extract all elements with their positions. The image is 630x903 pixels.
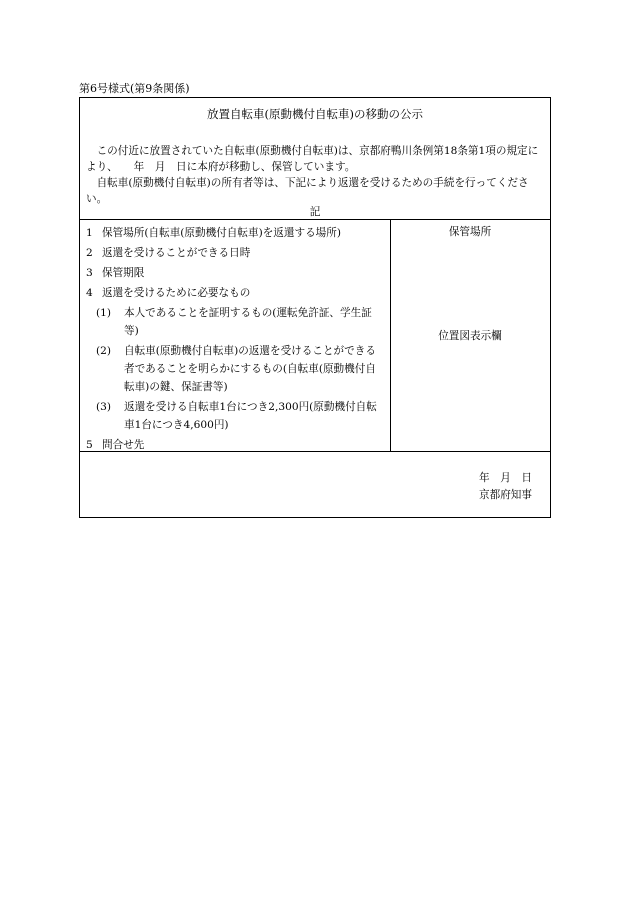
storage-location-label: 保管場所 [448, 226, 492, 238]
divider-top [80, 219, 550, 220]
item-text: 問合せ先 [102, 439, 145, 451]
issuer-name: 京都府知事 [479, 489, 532, 501]
list-item [86, 436, 384, 454]
ki-heading: 記 [309, 206, 321, 218]
notice-paragraph-2: 自転車(原動機付自転車)の所有者等は、下記により返還を受けるための手続を行ってください。 [86, 177, 529, 205]
list-item [86, 224, 384, 242]
item-text: 返還を受けることができる日時 [102, 247, 251, 259]
item-number: 3 [86, 267, 93, 279]
notice-title: 放置自転車(原動機付自転車)の移動の公示 [207, 107, 423, 121]
sub-item [86, 398, 384, 434]
item-number: 1 [86, 227, 93, 239]
notice-paragraph-1: この付近に放置されていた自転車(原動機付自転車)は、京都府鴨川条例第18条第1項の規定により、 年 月 日に本府が移動し、保管しています。 [86, 145, 539, 173]
item-text: 保管場所(自転車(原動機付自転車)を返還する場所) [102, 227, 341, 239]
items-list [86, 224, 384, 456]
sub-item [86, 342, 384, 396]
location-map-field: 位置図表示欄 [438, 330, 502, 342]
item-text: 保管期限 [102, 267, 145, 279]
sub-item [86, 304, 384, 340]
list-item [86, 284, 384, 302]
form-number-label: 第6号様式(第9条関係) [79, 82, 190, 95]
item-text: 返還を受けるために必要なもの [102, 287, 251, 299]
sub-item-text: 返還を受ける自転車1台につき2,300円(原動機付自転車1台につき4,600円) [124, 401, 377, 431]
date-line: 年 月 日 [479, 472, 532, 484]
item-number: 2 [86, 247, 93, 259]
sub-item-text: 本人であることを証明するもの(運転免許証、学生証等) [124, 307, 372, 337]
notice-body [86, 143, 546, 207]
item-number: 5 [86, 439, 93, 451]
item-number: 4 [86, 287, 93, 299]
sub-item-number: (3) [96, 401, 112, 413]
list-item [86, 264, 384, 282]
sub-item-text: 自転車(原動機付自転車)の返還を受けることができる者であることを明らかにするもの(自転車(原動機付自転車)の鍵、保証書等) [124, 345, 376, 393]
sub-item-number: (1) [96, 307, 112, 319]
sub-item-number: (2) [96, 345, 112, 357]
list-item [86, 244, 384, 262]
notice-frame [79, 97, 551, 518]
